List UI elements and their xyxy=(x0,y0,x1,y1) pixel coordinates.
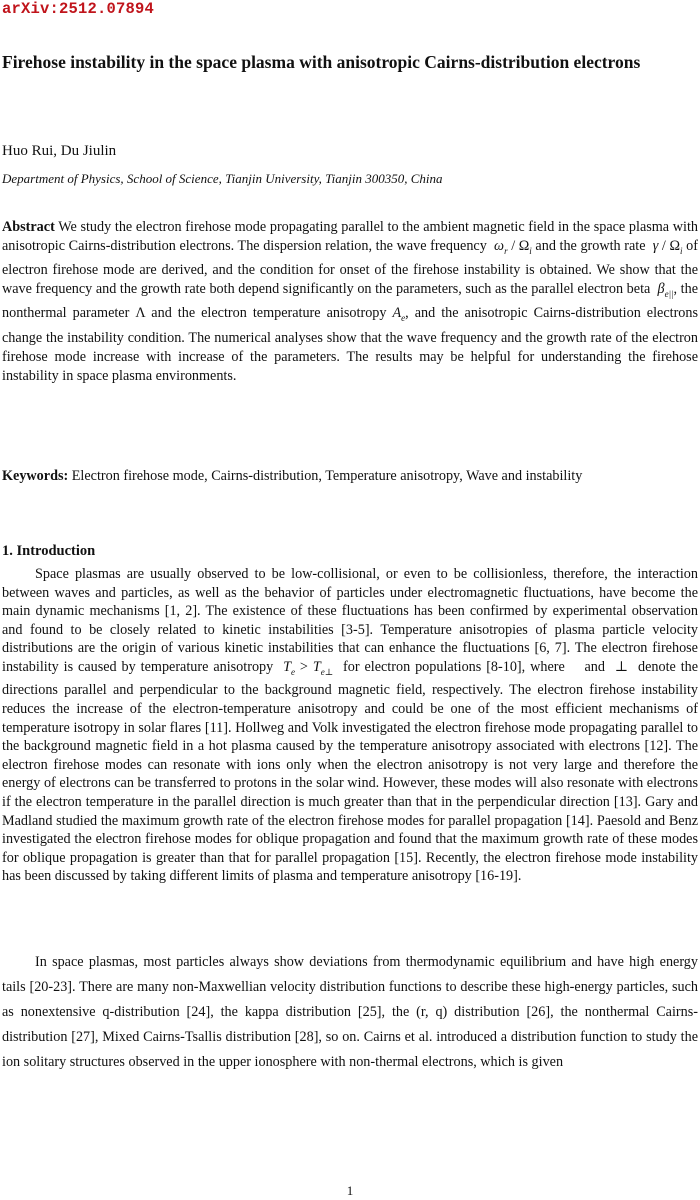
intro-text-1a: Space plasmas are usually observed to be low-collisional, or even to be collisionless, therefore, the interaction between waves and particles, as well as the behavior of particles under electromagnetic fluctuations, have become the main dynamic mechanisms [1, 2]. The existence of these fluctuations has been confirmed by experimental observation and found to be closely related to kinetic instabilities [3-5]. Temperature anisotropies of plasma particle velocity distributions are the origin of various kinetic instabilities that can enhance the fluctuations [6, 7]. The electron firehose instability is caused by temperature anisotropy xyxy=(2,566,698,675)
affiliation: Department of Physics, School of Science, Tianjin University, Tianjin 300350, China xyxy=(2,171,443,186)
perpendicular-symbol: ⊥ xyxy=(614,658,629,675)
intro-paragraph-2: In space plasmas, most particles always show deviations from thermodynamic equilibrium and have high energy tails [20-23]. There are many non-Maxwellian velocity distribution functions to describe these high-energy particles, such as nonextensive q-distribution [24], the kappa distribution [25], the (r, q) distribution [26], the nonthermal Cairns-distribution [27], Mixed Cairns-Tsallis distribution [28], so on. Cairns et al. introduced a distribution function to study the ion solitary structures observed in the upper ionosphere with non-thermal electrons, which is given xyxy=(2,954,698,1070)
intro-paragraph-1 xyxy=(2,565,698,886)
abstract xyxy=(2,218,698,386)
intro-text-1c: and xyxy=(584,658,605,675)
abstract-label: Abstract xyxy=(2,219,55,235)
authors: Huo Rui, Du Jiulin xyxy=(2,143,117,159)
anisotropy-symbol: $A_e$ xyxy=(392,305,406,324)
keywords-text: Electron firehose mode, Cairns-distribution, Temperature anisotropy, Wave and instability xyxy=(71,468,583,484)
gamma-ratio-symbol: γ / $\Omega_i$ xyxy=(652,238,683,257)
beta-symbol: $\beta_{e||}$ xyxy=(657,281,674,300)
paper-title: Firehose instability in the space plasma with anisotropic Cairns-distribution electrons xyxy=(2,52,641,72)
intro-text-1d: denote the directions parallel and perpendicular to the background magnetic field, respectively. The electron firehose instability reduces the increase of the electron-temperature anisotropy and could be one of the most efficient mechanisms of temperature isotropy in solar flares [11]. Hollweg and Volk investigated the electron firehose mode propagating parallel to the background magnetic field in a hot plasma caused by the temperature anisotropy associated with electrons [12]. The electron firehose modes can resonate with ions only when the electron anisotropy is not very large and therefore the energy of electrons can be transferred to protons in the solar wind. However, these modes will also resonate with electrons if the electron temperature in the parallel direction is much greater than that in the perpendicular direction [13]. Gary and Madland studied the maximum growth rate of the electron firehose modes for parallel propagation [14]. Paesold and Benz investigated the electron firehose modes for oblique propagation and found that the maximum growth rate of these modes for oblique propagation is greater than that for parallel propagation [15]. Recently, the electron firehose mode instability has been discussed by taking different limits of plasma and temperature anisotropy [16-19]. xyxy=(2,658,699,885)
keywords xyxy=(2,463,698,489)
abstract-text-4: , the nonthermal parameter xyxy=(2,281,699,322)
temperature-condition: $T_e > T_{e\perp}$ xyxy=(283,658,334,677)
lambda-symbol: Λ xyxy=(135,305,146,322)
abstract-text-6: , and the anisotropic Cairns-distribution electrons change the instability condition. The numerical analyses show that the wave frequency and the growth rate of the electron firehose mode increase with increase of the parameters. The results may be helpful for understanding the firehose instability in space plasma environments. xyxy=(2,305,699,384)
abstract-text-3: of electron firehose mode are derived, and the condition for onset of the firehose instability is obtained. We show that the wave frequency and the growth rate both depend significantly on the parameters, such as the parallel electron beta xyxy=(2,238,698,298)
page-number: 1 xyxy=(346,1183,354,1198)
intro-text-1b: for electron populations [8-10], where xyxy=(343,658,565,675)
abstract-text-1: We study the electron firehose mode propagating parallel to the ambient magnetic field in the space plasma with anisotropic Cairns-distribution electrons. The dispersion relation, the wave frequency xyxy=(2,219,698,255)
section-heading-introduction: 1. Introduction xyxy=(2,543,96,559)
omega-ratio-symbol: $\omega_r / \Omega_i$ xyxy=(494,238,532,257)
keywords-label: Keywords: xyxy=(2,468,69,484)
arxiv-identifier[interactable]: arXiv:2512.07894 xyxy=(2,0,155,18)
abstract-text-2: and the growth rate xyxy=(535,238,646,255)
abstract-text-5: and the electron temperature anisotropy xyxy=(151,305,387,322)
